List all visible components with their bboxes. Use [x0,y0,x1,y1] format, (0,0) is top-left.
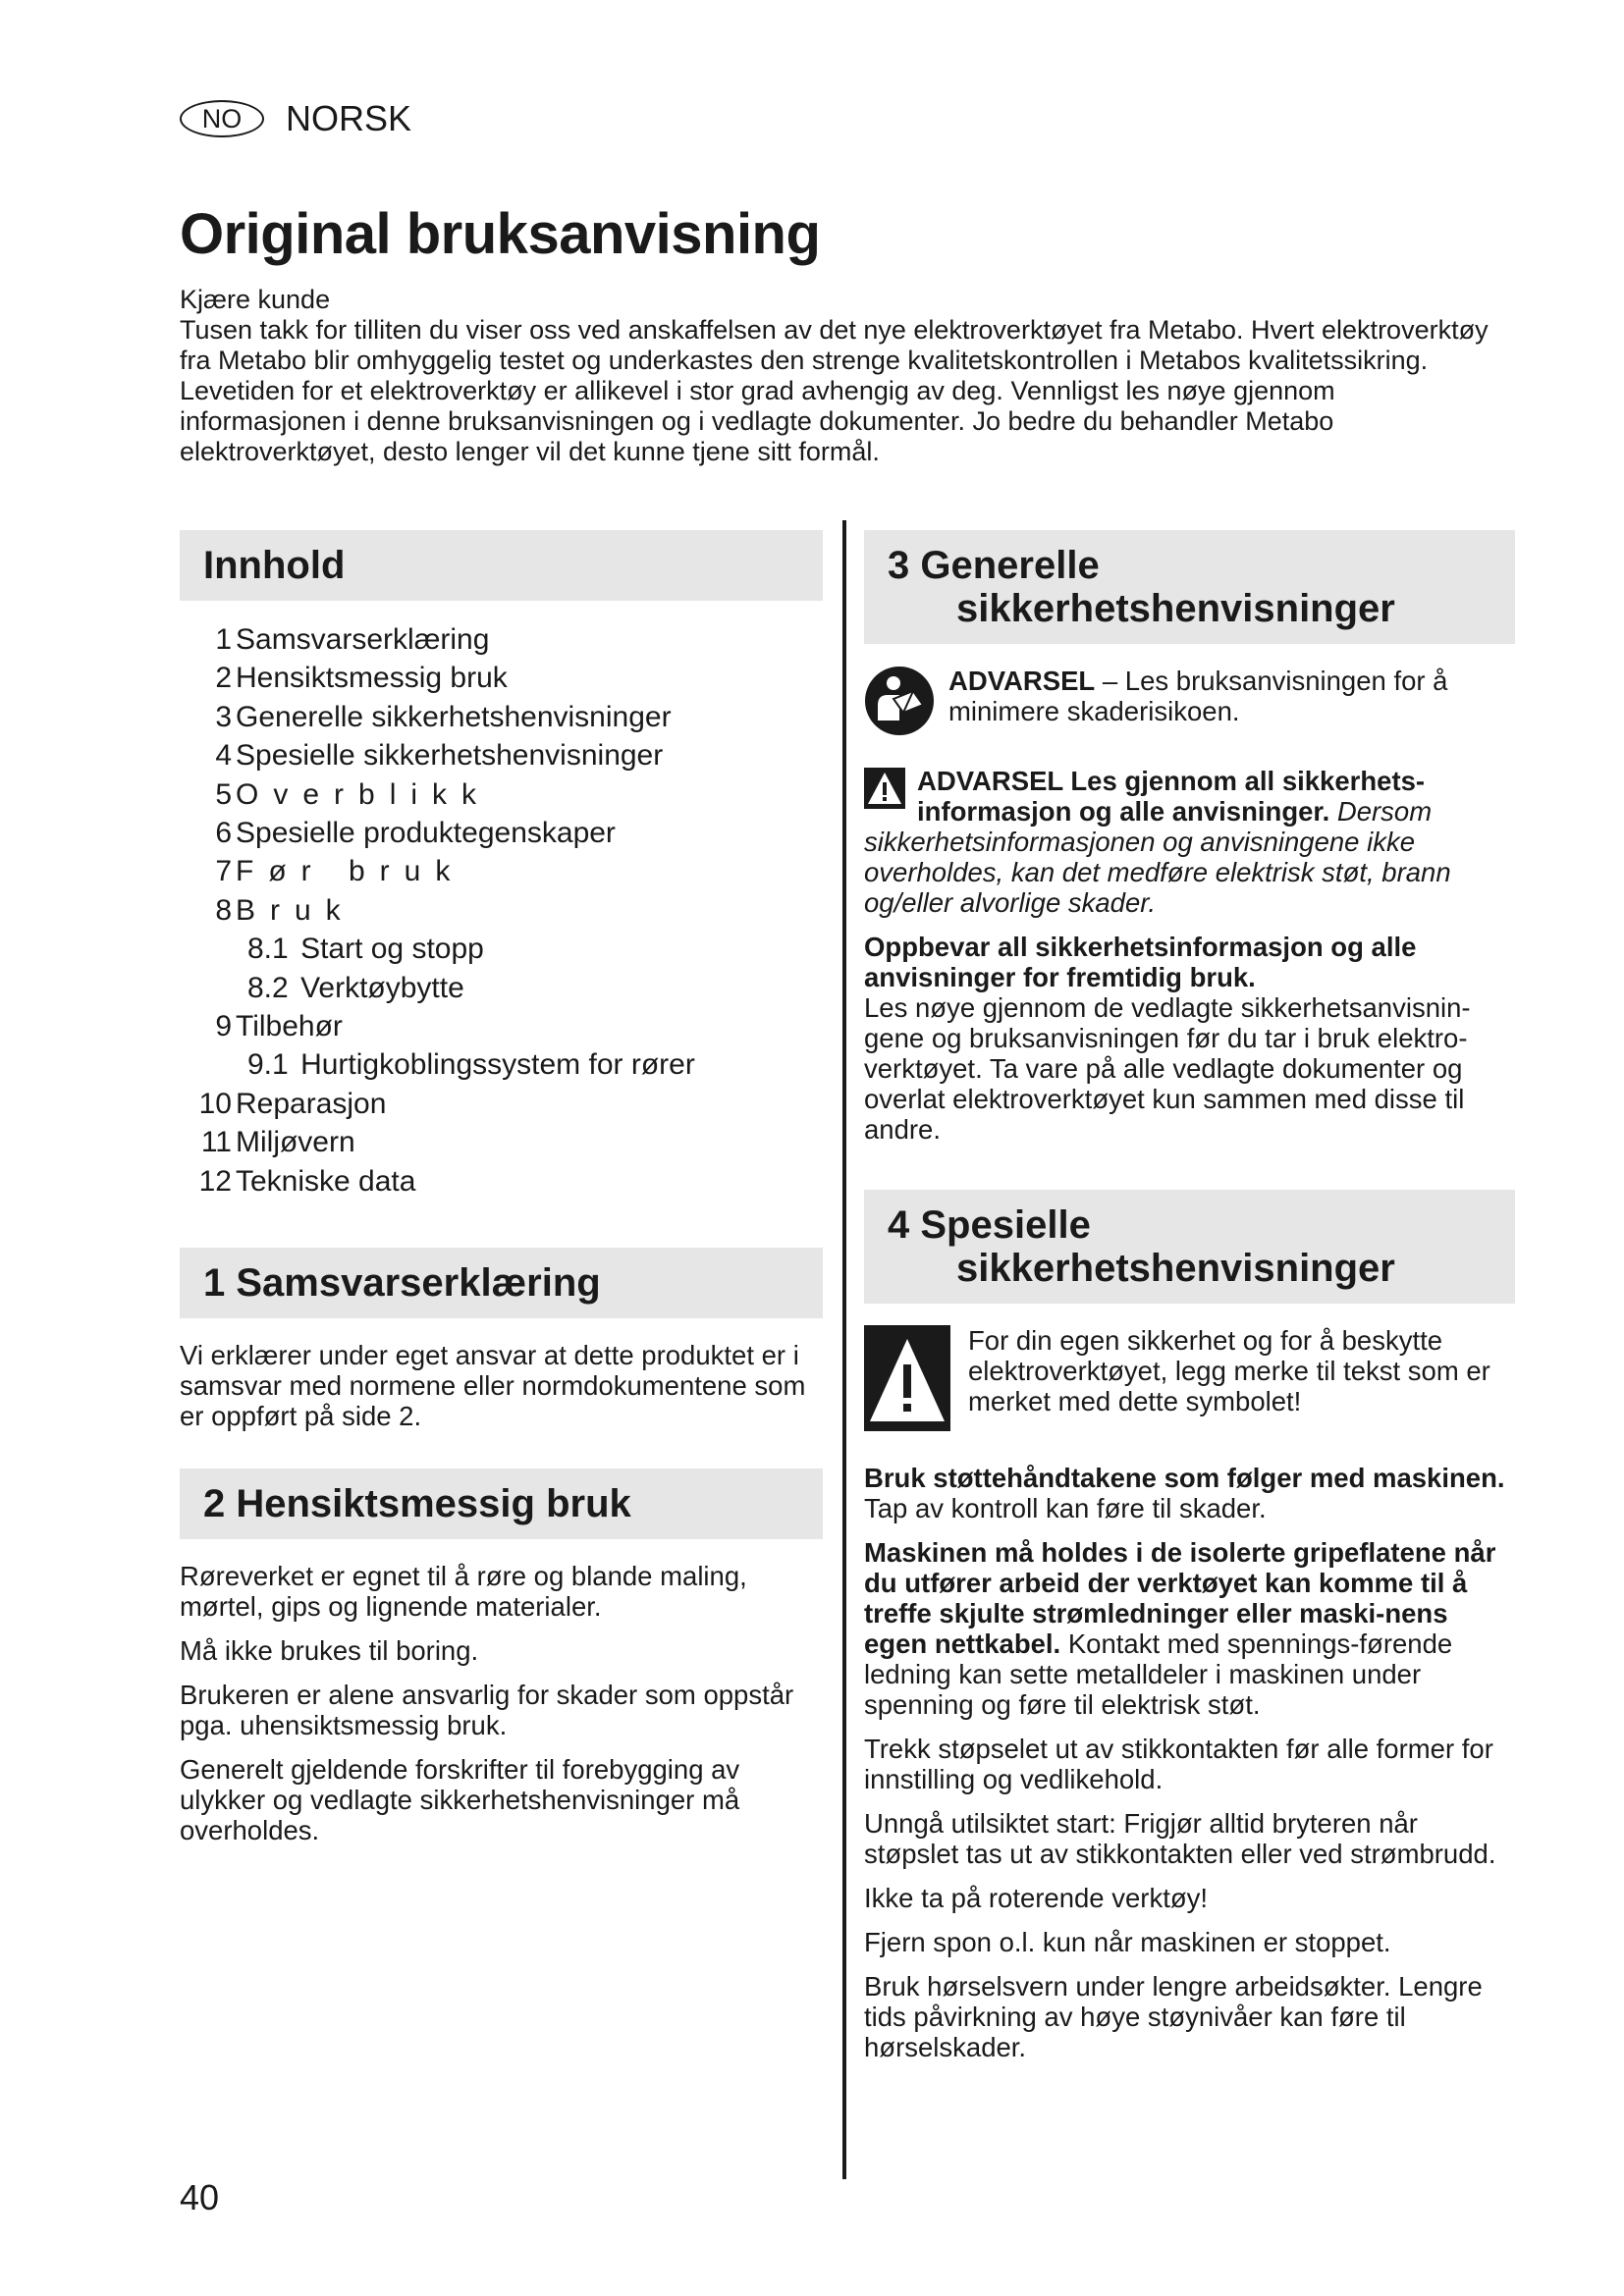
toc-item-label: Start og stopp [300,933,484,966]
section-1-body [180,1340,823,1431]
section-2-paragraph: Må ikke brukes til boring. [180,1635,479,1667]
toc-item-label: Generelle sikkerhetshenvisninger [236,700,672,733]
toc-item [194,736,823,774]
toc-item-number: 5 [215,777,232,811]
toc-item-number: 7 [215,855,232,888]
section-1-text: Vi erklærer under eget ansvar at dette produktet er i samsvar med normene eller normdokumentene som er oppført på side 2. [180,1340,806,1432]
toc-item-label: Bruk [236,893,355,927]
section-4-paragraph: Fjern spon o.l. kun når maskinen er stoppet. [864,1927,1391,1957]
toc-item-label: Tekniske data [236,1164,416,1198]
section-3-title-line1: Generelle [920,544,1100,587]
toc-item-label: Samsvarserklæring [236,623,490,656]
toc-item [194,698,823,736]
page-title: Original bruksanvisning [180,202,821,266]
toc-item-label: Spesielle produktegenskaper [236,817,616,850]
toc-item [194,1162,823,1201]
warning-2-bold: ADVARSEL Les gjennom all sikkerhets-informasjon og alle anvisninger. [917,766,1426,827]
section-4-paragraph: Trekk støpselet ut av stikkontakten før alle former for innstilling og vedlikehold. [864,1734,1493,1794]
language-code: NO [201,103,243,133]
toc-item-number: 1 [215,623,232,656]
read-manual-warning [864,666,1515,742]
keep-instructions-text: Les nøye gjennom de vedlagte sikkerhetsanvisnin-gene og bruksanvisningen før du tar i bruk elektro-verktøyet. Ta vare på alle vedlagte dokumenter og overlat elektroverktøyet kun sammen med disse til andre. [864,992,1471,1145]
section-4-title-line2: sikkerhetshenvisninger [956,1247,1395,1290]
section-2-paragraph: Brukeren er alene ansvarlig for skader som oppstår pga. uhensiktsmessig bruk. [180,1680,794,1741]
toc-item [194,814,823,852]
toc-item [194,659,823,697]
intro-greeting: Kjære kunde [180,285,331,314]
keep-instructions-bold: Oppbevar all sikkerhetsinformasjon og alle anvisninger for fremtidig bruk. [864,932,1417,992]
right-column [864,530,1515,2076]
symbol-notice-text: For din egen sikkerhet og for å beskytte elektroverktøyet, legg merke til tekst som er merket med dette symbolet! [968,1325,1490,1416]
toc-item-number: 8 [215,893,232,927]
toc-heading: Innhold [180,530,823,601]
warning-2-italic: Dersom sikkerhetsinformasjonen og anvisningene ikke overholdes, kan det medføre elektrisk støt, brann og/eller alvorlige skader. [864,796,1451,918]
page-number: 40 [180,2177,220,2217]
section-4-paragraph: Unngå utilsiktet start: Frigjør alltid bryteren når støpslet tas ut av stikkontakten eller ved strømbrudd. [864,1808,1496,1869]
toc-item [194,620,823,659]
toc-item-label: Spesielle sikkerhetshenvisninger [236,739,664,773]
section-4-text: Tap av kontroll kan føre til skader. [864,1493,1267,1523]
section-2-paragraph: Røreverket er egnet til å røre og blande maling, mørtel, gips og lignende materialer. [180,1561,747,1623]
toc-item-number: 8.2 [247,971,289,1004]
section-3-title-line2: sikkerhetshenvisninger [956,587,1395,630]
toc-item-label: Miljøvern [236,1126,355,1159]
section-4-heading [864,1190,1515,1304]
language-name: NORSK [286,98,412,138]
general-warning [864,766,1515,1145]
warning-triangle-icon [864,768,905,815]
symbol-notice [864,1325,1515,1437]
toc-item [194,891,823,930]
warning-triangle-icon [864,1325,950,1437]
section-4-body [864,1463,1515,2062]
table-of-contents [194,620,823,1201]
keep-instructions [864,932,1515,1145]
language-indicator [180,98,411,139]
section-4-bold: Bruk støttehåndtakene som følger med maskinen. [864,1463,1505,1493]
toc-item [194,930,823,968]
toc-item-number: 9 [215,1010,232,1043]
toc-item-number: 3 [215,700,232,733]
language-code-badge [180,100,264,137]
toc-item-label: Tilbehør [236,1010,343,1043]
toc-item-label: Overblikk [236,777,492,811]
intro [180,285,1495,467]
toc-item-number: 10 [198,1087,232,1120]
toc-item-label: Verktøybytte [300,971,464,1004]
toc-item-label: Hurtigkoblingssystem for rører [300,1048,695,1082]
toc-item [194,969,823,1007]
toc-item [194,1123,823,1161]
toc-item-number: 12 [198,1164,232,1198]
toc-item-number: 2 [215,662,232,695]
toc-item-label: Reparasjon [236,1087,387,1120]
left-column [180,530,823,1859]
section-2-body [180,1561,823,1845]
section-4-title-line1: Spesielle [920,1203,1091,1247]
warning-1-label: ADVARSEL [948,666,1096,696]
section-2-paragraph: Generelt gjeldende forskrifter til forebygging av ulykker og vedlagte sikkerhetshenvisninger må overholdes. [180,1754,740,1846]
toc-item [194,1007,823,1045]
section-2-heading: 2 Hensiktsmessig bruk [180,1468,823,1539]
intro-text: Tusen takk for tilliten du viser oss ved anskaffelsen av det nye elektroverktøyet fra Metabo. Hvert elektroverktøy fra Metabo blir omhyggelig testet og underkastes den strenge kvalitetskontrollen i Metabos kvalitetssikring. Levetiden for et elektroverktøy er allikevel i stor grad avhengig av deg. Vennligst les nøye gjennom informasjonen i denne bruksanvisningen og i vedlagte dokumenter. Jo bedre du behandler Metabo elektroverktøyet, desto lenger vil det kunne tjene sitt formål. [180,315,1489,466]
toc-item-number: 8.1 [247,933,289,966]
toc-item-number: 11 [200,1126,232,1159]
section-3-number: 3 [888,544,910,587]
section-4-number: 4 [888,1203,910,1247]
section-4-text: Kontakt med spennings-førende ledning kan sette metalldeler i maskinen under spenning og føre til elektrisk støt. [864,1629,1453,1720]
section-4-bold: Maskinen må holdes i de isolerte gripeflatene når du utfører arbeid der verktøyet kan komme til å treffe skjulte strømledninger eller maski-nens egen nettkabel. [864,1537,1496,1659]
section-1-heading: 1 Samsvarserklæring [180,1248,823,1318]
toc-item [194,775,823,814]
section-4-paragraph: Ikke ta på roterende verktøy! [864,1883,1209,1913]
toc-item-label: Hensiktsmessig bruk [236,662,508,695]
warning-2-text [864,766,1515,918]
toc-item [194,1085,823,1123]
warning-1-text [948,666,1515,726]
warning-1-message: – Les bruksanvisningen for å minimere skaderisikoen. [948,666,1448,726]
read-manual-icon [864,666,935,742]
section-4-paragraph: Bruk hørselsvern under lengre arbeidsøkter. Lengre tids påvirkning av høye støynivåer kan føre til hørselskader. [864,1971,1483,2062]
toc-item-number: 9.1 [247,1048,289,1082]
toc-item-number: 4 [215,739,232,773]
section-3-heading [864,530,1515,644]
toc-item-label: Før bruk [236,855,465,888]
section-4-paragraph [864,1537,1515,1720]
toc-item-number: 6 [215,817,232,850]
toc-item [194,1045,823,1084]
column-divider [842,520,846,2179]
toc-item [194,852,823,890]
section-4-paragraph [864,1463,1515,1523]
